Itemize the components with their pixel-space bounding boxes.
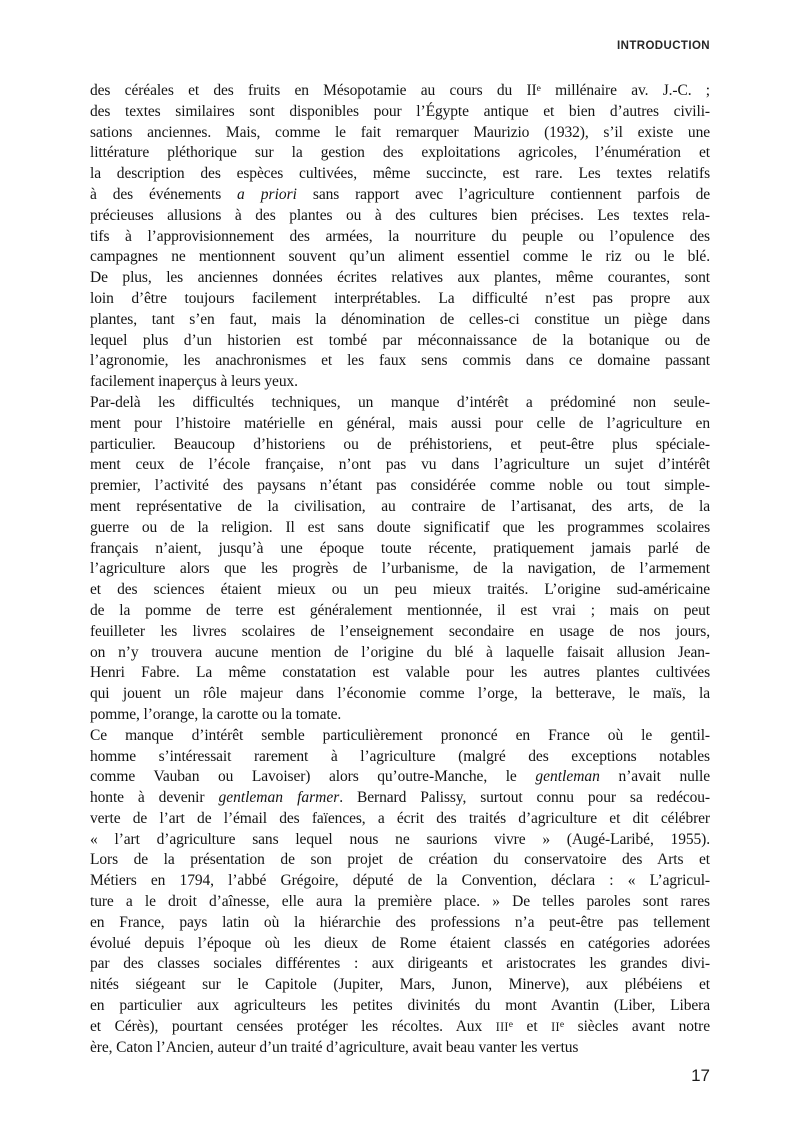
text-line: et Cérès), pourtant censées protéger les récoltes. Aux IIIe et IIe siècles avant notre [90, 1017, 710, 1035]
text-line: l’agronomie, les anachronismes et les faux sens commis dans ce domaine passant [90, 352, 710, 370]
page-number: 17 [691, 1066, 710, 1085]
text-line: l’agriculture alors que les progrès de l’urbanisme, de la navigation, de l’armement [90, 560, 710, 578]
paragraph-2 [90, 393, 710, 726]
text-line: loin d’être toujours facilement interprétables. La difficulté n’est pas propre aux [90, 289, 710, 307]
text-column [90, 81, 710, 1058]
text-line: Par-delà les difficultés techniques, un manque d’intérêt a prédominé non seule- [90, 393, 710, 411]
text-line: ment représentative de la civilisation, au contraire de l’artisanat, des arts, de la [90, 497, 710, 515]
text-line: Lors de la présentation de son projet de création du conservatoire des Arts et [90, 851, 710, 869]
text-line: français n’aient, jusqu’à une époque toute récente, pratiquement jamais parlé de [90, 539, 710, 557]
text-line: des céréales et des fruits en Mésopotamie au cours du IIe millénaire av. J.-C. ; [90, 82, 710, 99]
text-line: qui jouent un rôle majeur dans l’économie comme l’orge, la betterave, le maïs, la [90, 685, 710, 703]
text-line: tifs à l’approvisionnement des armées, la nourriture du peuple ou l’opulence des [90, 227, 710, 245]
text-line: ment ceux de l’école française, n’ont pas vu dans l’agriculture un sujet d’intérêt [90, 456, 710, 474]
text-line: évolué depuis l’époque où les dieux de Rome étaient classés en catégories adorées [90, 934, 710, 952]
text-line: particulier. Beaucoup d’historiens ou de préhistoriens, et peut-être plus spéciale- [90, 435, 710, 453]
text-line: en particulier aux agriculteurs les petites divinités du mont Avantin (Liber, Libera [90, 997, 710, 1015]
text-line: guerre ou de la religion. Il est sans doute significatif que les programmes scolaires [90, 518, 710, 536]
text-line: premier, l’activité des paysans n’étant pas considérée comme noble ou tout simple- [90, 477, 710, 495]
text-line: littérature pléthorique sur la gestion des exploitations agricoles, l’énumération et [90, 144, 710, 162]
text-line: lequel plus d’un historien est tombé par méconnaissance de la botanique ou de [90, 331, 710, 349]
text-line: De plus, les anciennes données écrites relatives aux plantes, même courantes, sont [90, 269, 710, 287]
text-line: Ce manque d’intérêt semble particulièrement prononcé en France où le gentil- [90, 726, 710, 744]
text-line: des textes similaires sont disponibles pour l’Égypte antique et bien d’autres civili- [90, 102, 710, 120]
text-line: nités siégeant sur le Capitole (Jupiter, Mars, Junon, Minerve), aux plébéiens et [90, 976, 710, 994]
text-line: Henri Fabre. La même constatation est valable pour les autres plantes cultivées [90, 664, 710, 682]
text-line: homme s’intéressait rarement à l’agriculture (malgré des exceptions notables [90, 747, 710, 765]
text-line: pomme, l’orange, la carotte ou la tomate. [90, 705, 342, 723]
text-line: verte de l’art de l’émail des faïences, a écrit des traités d’agriculture et dit célébrer [90, 809, 710, 827]
text-line: la description des espèces cultivées, même succincte, est rare. Les textes relatifs [90, 165, 710, 183]
text-line: sations anciennes. Mais, comme le fait remarquer Maurizio (1932), s’il existe une [90, 123, 710, 141]
text-line: honte à devenir gentleman farmer. Bernard Palissy, surtout connu pour sa redécou- [90, 789, 710, 807]
paragraph-1 [90, 81, 710, 393]
text-line: de la pomme de terre est généralement mentionnée, il est vrai ; mais on peut [90, 601, 710, 619]
running-header: INTRODUCTION [617, 40, 710, 52]
text-line: comme Vauban ou Lavoiser) alors qu’outre-Manche, le gentleman n’avait nulle [90, 768, 710, 786]
text-line: ment pour l’histoire matérielle en général, mais aussi pour celle de l’agriculture en [90, 414, 710, 432]
text-line: précieuses allusions à des plantes ou à des cultures bien précises. Les textes rela- [90, 206, 710, 224]
text-line: « l’art d’agriculture sans lequel nous ne saurions vivre » (Augé-Laribé, 1955). [90, 830, 710, 848]
text-line: plantes, tant s’en faut, mais la dénomination de celles-ci constitue un piège dans [90, 310, 710, 328]
text-line: facilement inaperçus à leurs yeux. [90, 373, 298, 391]
text-line: ture a le droit d’aînesse, elle aura la première place. » De telles paroles sont rares [90, 893, 710, 911]
text-line: et des sciences étaient mieux ou un peu mieux traités. L’origine sud-américaine [90, 581, 710, 599]
paragraph-3 [90, 726, 710, 1059]
text-line: feuilleter les livres scolaires de l’enseignement secondaire en usage de nos jours, [90, 622, 710, 640]
text-line: Métiers en 1794, l’abbé Grégoire, député de la Convention, déclara : « L’agricul- [90, 872, 710, 890]
text-line: en France, pays latin où la hiérarchie des professions n’a peut-être pas tellement [90, 913, 710, 931]
text-line: on n’y trouvera aucune mention de l’origine du blé à laquelle faisait allusion Jean- [90, 643, 710, 661]
text-line: campagnes ne mentionnent souvent qu’un aliment essentiel comme le riz ou le blé. [90, 248, 710, 266]
text-line: par des classes sociales différentes : aux dirigeants et aristocrates les grandes divi- [90, 955, 710, 973]
text-line: à des événements a priori sans rapport avec l’agriculture contiennent parfois de [90, 185, 711, 203]
text-line: ère, Caton l’Ancien, auteur d’un traité d’agriculture, avait beau vanter les vertus [90, 1038, 579, 1056]
